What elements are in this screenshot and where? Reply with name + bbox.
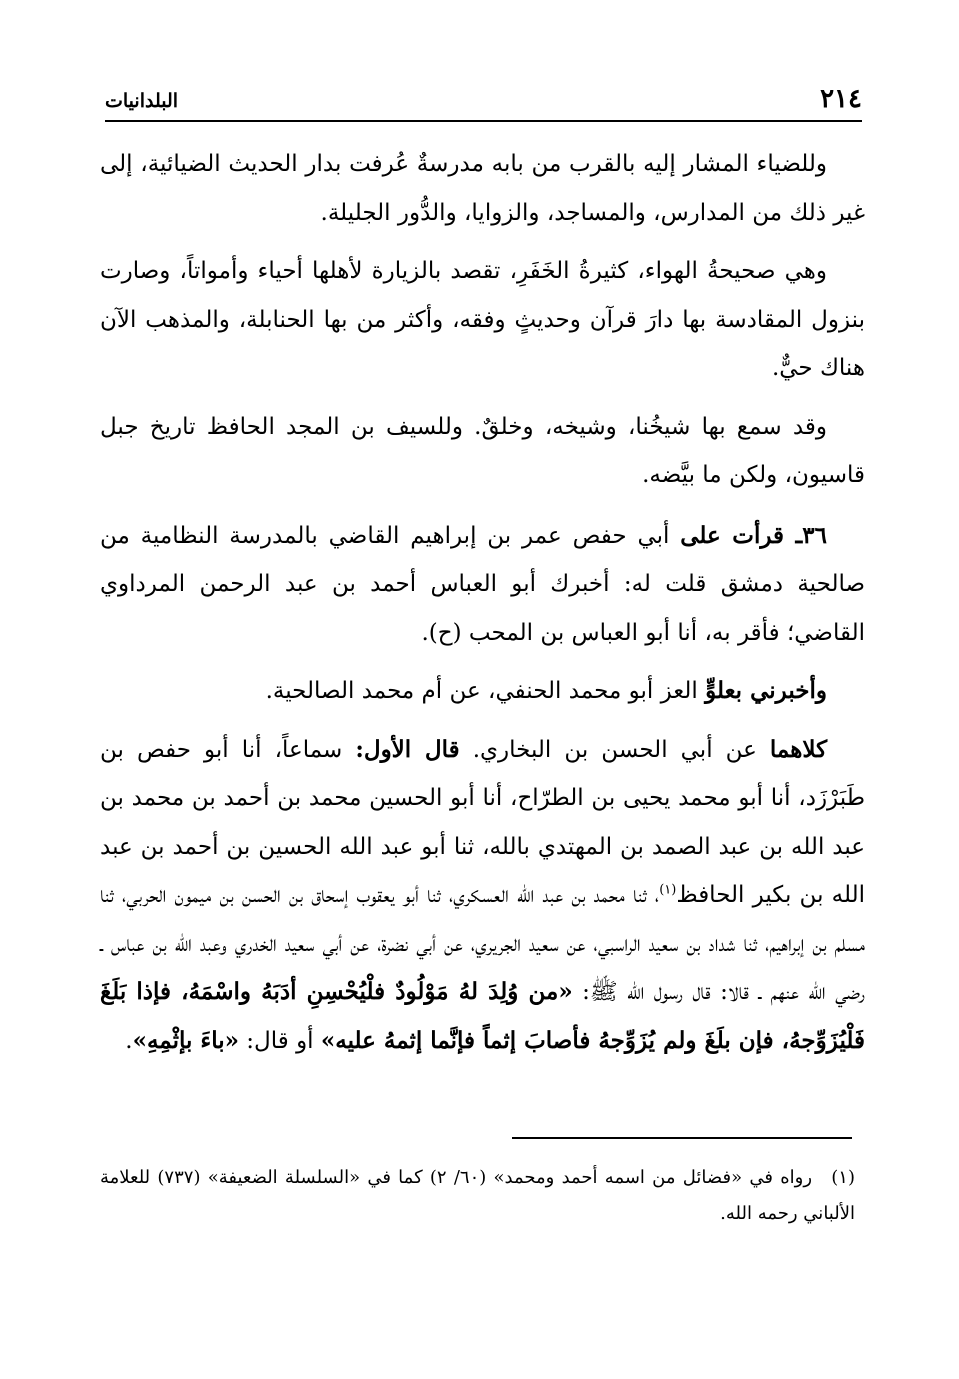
running-title: البلدانيات xyxy=(105,90,179,112)
paragraph-6-or: أو قال: xyxy=(246,1027,314,1054)
paragraph-5-text: العز أبو محمد الحنفي، عن أم محمد الصالحية. xyxy=(265,678,698,704)
paragraph-6-part-a: عن أبي الحسن بن البخاري. xyxy=(472,736,757,763)
paragraph-4-text: أبي حفص عمر بن إبراهيم القاضي بالمدرسة النظامية من صالحية دمشق قلت له: أخبرك أبو العباس أحمد بن عبد الرحمن المرداوي القاضي؛ فأقر به، أنا أبو العباس بن المحب (ح). xyxy=(100,522,865,646)
paragraph-4 xyxy=(100,512,865,658)
footnote-text: رواه في «فضائل من اسمه أحمد ومحمد» (٦٠/ ٢) كما في «السلسلة الضعيفة» (٧٣٧) للعلامة الألباني رحمه الله. xyxy=(100,1167,855,1224)
footnote-marker: (١) xyxy=(831,1167,855,1188)
footnote-divider xyxy=(512,1137,852,1139)
paragraph-6-lead: كلاهما xyxy=(769,735,828,763)
hadith-number-lead: ٣٦ـ قرأت على xyxy=(680,521,828,549)
footnote-reference[interactable]: (١) xyxy=(659,882,677,898)
footnote xyxy=(100,1160,865,1232)
paragraph-6 xyxy=(100,726,865,1066)
main-text xyxy=(100,140,865,1075)
hadith-alt-text: «باءَ بإثْمِهِ» xyxy=(132,1026,239,1054)
paragraph-5-lead: وأخبرني بعلوٍّ xyxy=(705,677,827,704)
page-header xyxy=(105,80,862,122)
paragraph-2: وهي صحيحةُ الهواء، كثيرةُ الخَفَرِ، تقصد بالزيارة لأهلها أحياء وأمواتاً، وصارت بنزول المقادسة بها دارَ قرآن وحديثٍ وفقه، وأكثر من بها الحنابلة، والمذهب الآن هناك حيٌّ. xyxy=(100,258,865,381)
paragraph-1: وللضياء المشار إليه بالقرب من بابه مدرسةٌ عُرفت بدار الحديث الضيائية، إلى غير ذلك من المدارس، والمساجد، والزوايا، والدُّور الجليلة. xyxy=(100,151,865,226)
paragraph-6-part-c: ، ثنا محمد بن عبد الله العسكري، ثنا أبو يعقوب إسحاق بن الحسن بن ميمون الحربي، ثنا مسلم بن إبراهيم، ثنا شداد بن سعيد الراسبي، عن سعيد الجريري، عن أبي نضرة، عن أبي سعيد الخدري وعبد الله بن عباس ـ رضي الله عنهم ـ قالا: قال رسول الله ﷺ: xyxy=(100,882,865,1005)
paragraph-6-said: قال الأول: xyxy=(355,735,460,763)
paragraph-5 xyxy=(100,667,865,716)
paragraph-6-part-b: سماعاً، أنا أبو حفص بن طَبَرْزَد، أنا أبو محمد يحيى بن الطرّاح، أنا أبو الحسين محمد بن أحمد بن محمد بن عبد الله بن عبد الصمد بن المهتدي بالله، ثنا أبو عبد الله الحسين بن أحمد بن عبد الله بن بكير الحافظ xyxy=(100,736,865,908)
paragraph-6-end: . xyxy=(125,1027,133,1054)
hadith-text: «من وُلِدَ لهُ مَوْلُودٌ فلْيُحْسِنِ أدَبَهُ واسْمَهُ، فإذا بَلَغَ فَلْيُزَوِّجهُ، فإن بلَغَ ولم يُزَوِّجهُ فأصابَ إثماً فإنَّما إثمهُ عليه» xyxy=(100,978,865,1054)
paragraph-3: وقد سمع بها شيخُنا، وشيخه، وخلقٌ. وللسيف بن المجد الحافظ تاريخ جبل قاسيون، ولكن ما بيَّضه. xyxy=(100,413,865,488)
page-number: ٢١٤ xyxy=(820,84,862,114)
